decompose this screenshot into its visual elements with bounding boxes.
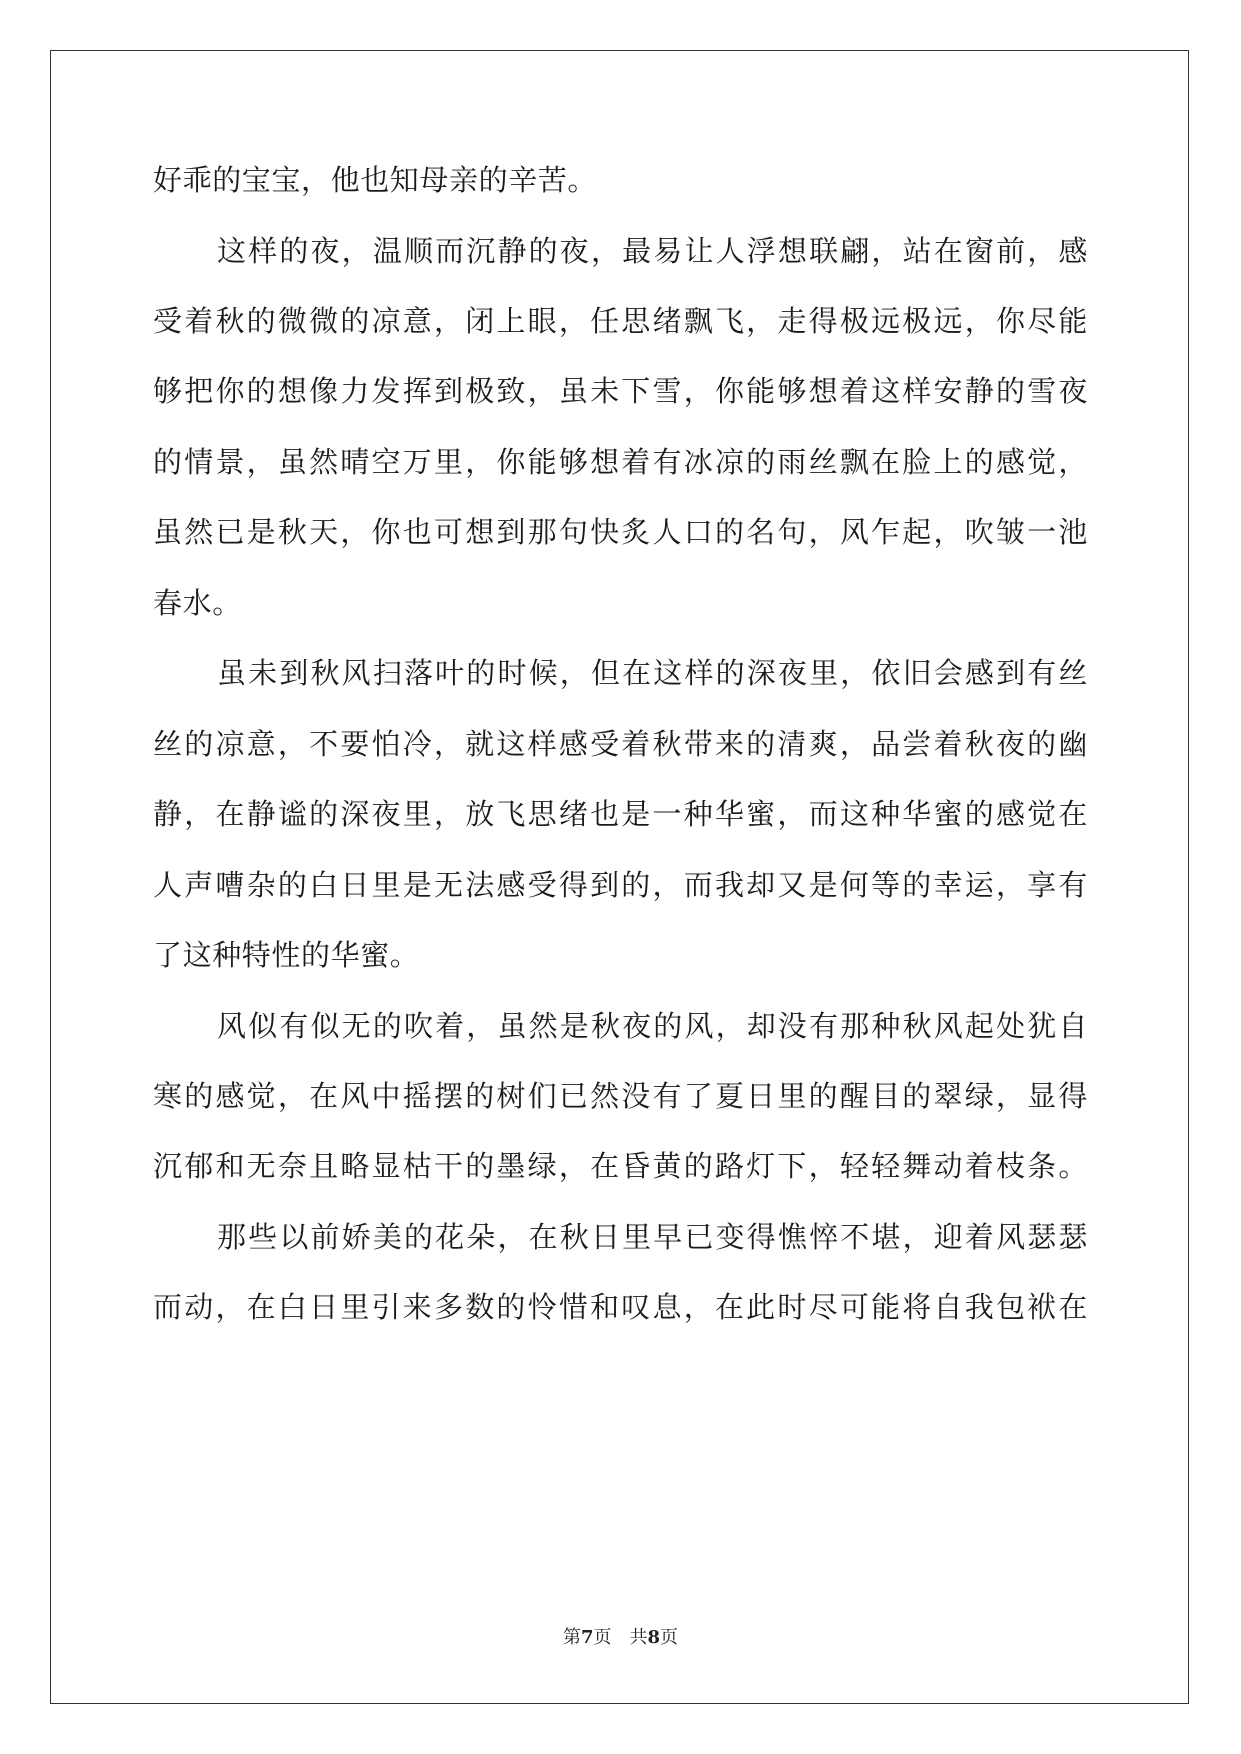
page-footer <box>0 1626 1241 1650</box>
page-total: 8 <box>647 1627 661 1648</box>
text-line: 虽然已是秋天，你也可想到那句快炙人口的名句，风乍起，吹皱一池 <box>153 515 1088 549</box>
total-suffix: 页 <box>660 1627 679 1648</box>
text-line: 那些以前娇美的花朵，在秋日里早已变得憔悴不堪，迎着风瑟瑟 <box>217 1220 1088 1254</box>
text-line: 受着秋的微微的凉意，闭上眼，任思绪飘飞，走得极远极远，你尽能 <box>153 304 1088 338</box>
text-line: 虽未到秋风扫落叶的时候，但在这样的深夜里，依旧会感到有丝 <box>217 656 1088 690</box>
text-line: 静，在静谧的深夜里，放飞思绪也是一种华蜜，而这种华蜜的感觉在 <box>153 797 1088 831</box>
text-line: 寒的感觉，在风中摇摆的树们已然没有了夏日里的醒目的翠绿，显得 <box>153 1079 1088 1113</box>
text-line: 丝的凉意，不要怕冷，就这样感受着秋带来的清爽，品尝着秋夜的幽 <box>153 727 1088 761</box>
text-line: 够把你的想像力发挥到极致，虽未下雪，你能够想着这样安静的雪夜 <box>153 374 1088 408</box>
text-line: 好乖的宝宝，他也知母亲的辛苦。 <box>153 163 598 197</box>
text-line: 沉郁和无奈且略显枯干的墨绿，在昏黄的路灯下，轻轻舞动着枝条。 <box>153 1149 1088 1183</box>
page-prefix: 第 <box>562 1627 581 1648</box>
text-line: 风似有似无的吹着，虽然是秋夜的风，却没有那种秋风起处犹自 <box>217 1009 1088 1043</box>
page-current: 7 <box>580 1627 594 1648</box>
text-line: 的情景，虽然晴空万里，你能够想着有冰凉的雨丝飘在脸上的感觉， <box>153 445 1088 479</box>
page-suffix: 页 <box>593 1627 612 1648</box>
text-line: 这样的夜，温顺而沉静的夜，最易让人浮想联翩，站在窗前，感 <box>217 234 1088 268</box>
text-line: 了这种特性的华蜜。 <box>153 938 420 972</box>
text-line: 而动，在白日里引来多数的怜惜和叹息，在此时尽可能将自我包袱在 <box>153 1290 1088 1324</box>
text-line: 春水。 <box>153 586 242 620</box>
text-line: 人声嘈杂的白日里是无法感受得到的，而我却又是何等的幸运，享有 <box>153 868 1088 902</box>
total-prefix: 共 <box>629 1627 648 1648</box>
